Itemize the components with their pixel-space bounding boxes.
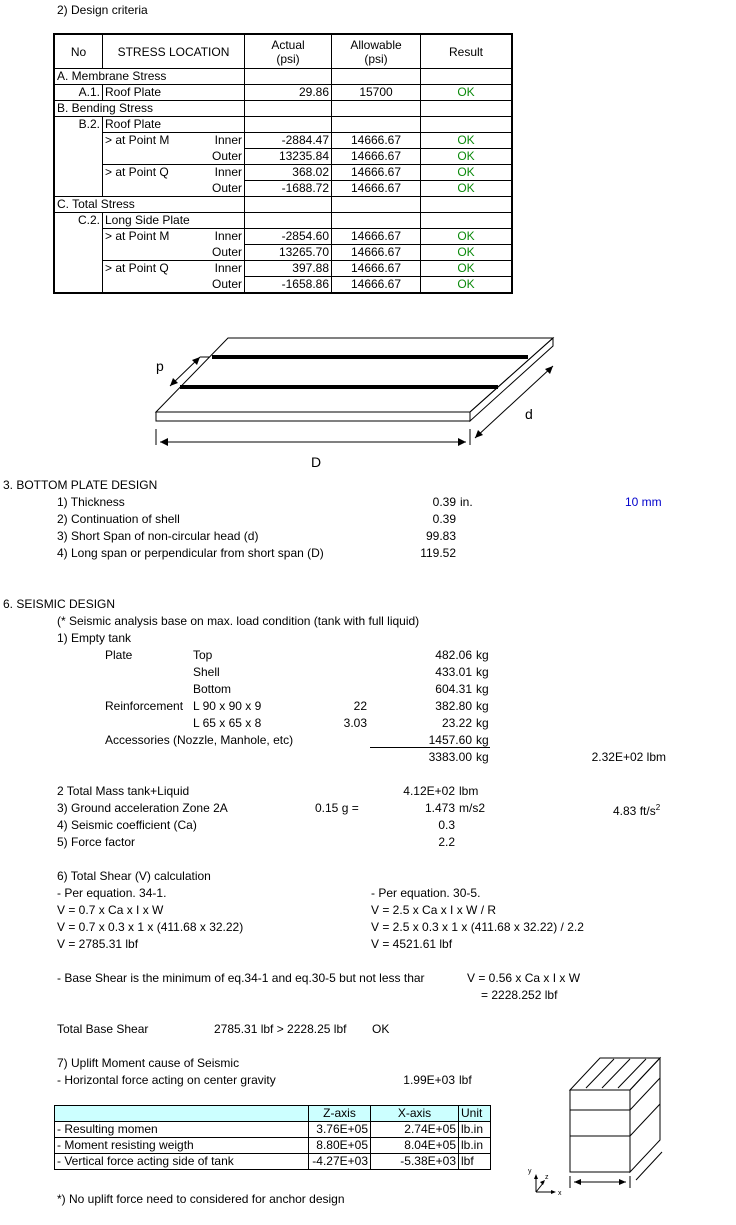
criteria-result: OK <box>421 229 512 245</box>
criteria-side: Inner <box>214 261 242 276</box>
col-result: Result <box>421 35 512 69</box>
criteria-result: OK <box>421 277 512 293</box>
criteria-result <box>421 117 512 133</box>
criteria-location <box>103 277 245 293</box>
criteria-no <box>55 133 103 149</box>
moment-table <box>54 1105 491 1170</box>
criteria-location-label: Long Side Plate <box>105 213 190 227</box>
shell-value: 433.01 <box>435 665 472 679</box>
criteria-allowable: 14666.67 <box>332 149 421 165</box>
angle-l90-label: L 90 x 90 x 9 <box>193 699 262 713</box>
total-base-shear-value: 2785.31 lbf > 2228.25 lbf <box>214 1022 347 1036</box>
criteria-no <box>55 277 103 293</box>
criteria-no: B.2. <box>55 117 103 133</box>
criteria-allowable: 14666.67 <box>332 277 421 293</box>
criteria-no <box>55 181 103 197</box>
eq1-heading: - Per equation. 34-1. <box>57 886 167 900</box>
criteria-row <box>55 165 512 181</box>
bottom-plate-heading: 3. BOTTOM PLATE DESIGN <box>3 478 158 492</box>
criteria-row <box>55 277 512 293</box>
angle-l90-unit: kg <box>476 699 489 713</box>
criteria-row <box>55 245 512 261</box>
empty-tank-label: 1) Empty tank <box>57 631 132 645</box>
criteria-side: Inner <box>214 165 242 180</box>
criteria-actual: 13235.84 <box>245 149 332 165</box>
axis-y-label: y <box>528 1168 532 1175</box>
criteria-location <box>103 149 245 165</box>
moment-cell: - Vertical force acting side of tank <box>55 1154 309 1170</box>
base-shear-note: - Base Shear is the minimum of eq.34-1 and eq.30-5 but not less thar <box>57 971 425 985</box>
total-mass-lbm: 2.32E+02 lbm <box>591 750 666 764</box>
criteria-actual: 29.86 <box>245 85 332 101</box>
tank-depth-dimension <box>636 1152 662 1180</box>
moment-cell: - Resulting momen <box>55 1122 309 1138</box>
criteria-row <box>55 181 512 197</box>
angle-l65-label: L 65 x 65 x 8 <box>193 716 262 730</box>
col-actual: Actual (psi) <box>245 35 332 69</box>
angle-l90-qty: 22 <box>353 699 367 713</box>
criteria-allowable: 14666.67 <box>332 261 421 277</box>
criteria-location-label: > at Point M <box>105 229 170 244</box>
criteria-location-label: Roof Plate <box>105 117 162 131</box>
bottom-plate-item-label: 1) Thickness <box>57 495 125 509</box>
force-factor-label: 5) Force factor <box>57 835 136 849</box>
total-mass-unit: kg <box>476 750 489 764</box>
moment-header-cell: Unit <box>459 1106 491 1122</box>
bottom-plate-item-value: 0.39 <box>432 495 456 509</box>
criteria-no <box>55 245 103 261</box>
criteria-allowable: 14666.67 <box>332 245 421 261</box>
horizontal-force-label: - Horizontal force acting on center gravity <box>57 1073 276 1087</box>
ground-accel-ft: 4.83 $ft/s^2$ <box>613 803 661 818</box>
shell-label: Shell <box>193 665 220 679</box>
criteria-actual <box>245 213 332 229</box>
total-mass-value: 3383.00 <box>428 750 472 764</box>
horizontal-force-unit: lbf <box>459 1073 472 1087</box>
criteria-row <box>55 69 512 85</box>
plate-front-face <box>156 412 470 421</box>
moment-cell: lb.in <box>459 1122 491 1138</box>
bottom-plate-item-unit: in. <box>460 495 473 509</box>
accessories-label: Accessories (Nozzle, Manhole, etc) <box>105 733 294 747</box>
bottom-value: 604.31 <box>435 682 472 696</box>
criteria-location <box>103 181 245 197</box>
uplift-heading: 7) Uplift Moment cause of Seismic <box>57 1056 240 1070</box>
total-base-shear-label: Total Base Shear <box>57 1022 149 1036</box>
sum-line <box>370 747 490 748</box>
criteria-actual: -1688.72 <box>245 181 332 197</box>
plate-stiffener-bar <box>180 385 498 389</box>
moment-cell: - Moment resisting weigth <box>55 1138 309 1154</box>
criteria-actual <box>245 117 332 133</box>
moment-table-row <box>55 1122 491 1138</box>
force-factor-value: 2.2 <box>438 835 455 849</box>
mass-value: 4.12E+02 <box>403 784 455 798</box>
mass-label: 2 Total Mass tank+Liquid <box>57 784 190 798</box>
criteria-section-label: C. Total Stress <box>55 197 245 213</box>
moment-cell: 8.80E+05 <box>309 1138 371 1154</box>
criteria-allowable <box>332 213 421 229</box>
shear-heading: 6) Total Shear (V) calculation <box>57 869 211 883</box>
footnote: *) No uplift force need to considered for anchor design <box>57 1192 345 1206</box>
criteria-result: OK <box>421 133 512 149</box>
plate-label: Plate <box>105 648 133 662</box>
dimension-d-line <box>475 366 553 438</box>
col-no: No <box>55 35 103 69</box>
criteria-result: OK <box>421 245 512 261</box>
criteria-section-label: A. Membrane Stress <box>55 69 245 85</box>
bottom-plate-item-value: 99.83 <box>425 529 456 543</box>
moment-table-header <box>55 1106 491 1122</box>
criteria-row <box>55 213 512 229</box>
ground-accel-g: 0.15 g = <box>315 801 359 815</box>
moment-cell: -4.27E+03 <box>309 1154 371 1170</box>
moment-table-row <box>55 1138 491 1154</box>
col-location: STRESS LOCATION <box>103 35 245 69</box>
axis-z-label: z <box>545 1174 549 1181</box>
moment-table-row <box>55 1154 491 1170</box>
criteria-result: OK <box>421 261 512 277</box>
ca-label: 4) Seismic coefficient (Ca) <box>57 818 197 832</box>
criteria-no <box>55 261 103 277</box>
eq2-formula: V = 2.5 x Ca x I x W / R <box>371 903 497 917</box>
top-unit: kg <box>476 648 489 662</box>
eq1-formula: V = 0.7 x Ca x I x W <box>57 903 164 917</box>
plate-figure <box>150 332 570 472</box>
top-value: 482.06 <box>435 648 472 662</box>
plate-top-face <box>156 338 553 412</box>
criteria-no <box>55 149 103 165</box>
ca-value: 0.3 <box>438 818 455 832</box>
criteria-row <box>55 261 512 277</box>
criteria-no <box>55 229 103 245</box>
angle-l65-unit: kg <box>476 716 489 730</box>
criteria-section-label: B. Bending Stress <box>55 101 245 117</box>
seismic-note: (* Seismic analysis base on max. load condition (tank with full liquid) <box>57 614 420 628</box>
criteria-result: OK <box>421 181 512 197</box>
ground-accel-value: 1.473 <box>424 801 455 815</box>
criteria-location <box>103 117 245 133</box>
moment-cell: lb.in <box>459 1138 491 1154</box>
shell-unit: kg <box>476 665 489 679</box>
criteria-row <box>55 197 512 213</box>
criteria-side: Outer <box>211 276 242 291</box>
eq1-substituted: V = 0.7 x 0.3 x 1 x (411.68 x 32.22) <box>57 920 244 934</box>
eq2-result: V = 4521.61 lbf <box>371 937 453 951</box>
mass-unit: lbm <box>459 784 479 798</box>
tank-figure <box>518 1052 678 1200</box>
criteria-location <box>103 229 245 245</box>
criteria-result: OK <box>421 149 512 165</box>
criteria-side: Inner <box>214 229 242 244</box>
bottom-unit: kg <box>476 682 489 696</box>
design-criteria-table <box>54 34 512 293</box>
horizontal-force-value: 1.99E+03 <box>403 1073 455 1087</box>
seismic-heading: 6. SEISMIC DESIGN <box>3 597 116 611</box>
tank-side-face <box>630 1058 660 1172</box>
criteria-result: OK <box>421 85 512 101</box>
criteria-location <box>103 165 245 181</box>
base-shear-formula: V = 0.56 x Ca x I x W <box>467 971 581 985</box>
plate-side-face <box>470 338 553 421</box>
criteria-side: Inner <box>214 133 242 148</box>
criteria-row <box>55 101 512 117</box>
criteria-location <box>103 133 245 149</box>
moment-cell: 2.74E+05 <box>371 1122 459 1138</box>
col-allowable: Allowable (psi) <box>332 35 421 69</box>
criteria-result <box>421 213 512 229</box>
eq1-result: V = 2785.31 lbf <box>57 937 139 951</box>
criteria-location-label: Roof Plate <box>105 85 162 99</box>
criteria-allowable: 14666.67 <box>332 229 421 245</box>
label-d: d <box>525 406 533 422</box>
label-D: D <box>311 454 322 470</box>
bottom-plate-item-label: 2) Continuation of shell <box>57 512 180 526</box>
criteria-actual: 368.02 <box>245 165 332 181</box>
ground-accel-unit: m/s2 <box>459 801 486 815</box>
moment-cell: 8.04E+05 <box>371 1138 459 1154</box>
criteria-location <box>103 85 245 101</box>
eq2-substituted: V = 2.5 x 0.3 x 1 x (411.68 x 32.22) / 2.2 <box>371 920 584 934</box>
criteria-actual: 13265.70 <box>245 245 332 261</box>
criteria-row <box>55 229 512 245</box>
moment-header-cell <box>55 1106 309 1122</box>
criteria-location-label: > at Point M <box>105 133 170 148</box>
criteria-location <box>103 245 245 261</box>
criteria-side: Outer <box>211 244 242 259</box>
ground-accel-label: 3) Ground acceleration Zone 2A <box>57 801 228 815</box>
moment-cell: lbf <box>459 1154 491 1170</box>
bottom-plate-item-value: 0.39 <box>432 512 456 526</box>
design-criteria-heading: 2) Design criteria <box>57 3 148 17</box>
criteria-actual: -2884.47 <box>245 133 332 149</box>
criteria-actual: -2854.60 <box>245 229 332 245</box>
criteria-row <box>55 85 512 101</box>
criteria-row <box>55 117 512 133</box>
label-p: p <box>156 358 164 374</box>
criteria-row <box>55 149 512 165</box>
criteria-no <box>55 165 103 181</box>
bottom-plate-item-label: 4) Long span or perpendicular from short span (D) <box>57 546 324 560</box>
bottom-plate-item-value: 119.52 <box>420 546 456 560</box>
angle-l65-qty: 3.03 <box>343 716 367 730</box>
top-label: Top <box>193 648 213 662</box>
axis-x-label: x <box>558 1190 562 1197</box>
criteria-actual: -1658.86 <box>245 277 332 293</box>
plate-stiffener-bar <box>212 355 528 359</box>
criteria-side: Outer <box>211 148 242 163</box>
criteria-allowable: 15700 <box>332 85 421 101</box>
criteria-location-label: > at Point Q <box>105 165 169 180</box>
criteria-location-label: > at Point Q <box>105 261 169 276</box>
moment-header-cell: Z-axis <box>309 1106 371 1122</box>
bottom-plate-item-label: 3) Short Span of non-circular head (d) <box>57 529 259 543</box>
criteria-allowable <box>332 117 421 133</box>
criteria-actual: 397.88 <box>245 261 332 277</box>
tank-front-face <box>570 1090 630 1172</box>
criteria-row <box>55 133 512 149</box>
moment-cell: 3.76E+05 <box>309 1122 371 1138</box>
moment-cell: -5.38E+03 <box>371 1154 459 1170</box>
bottom-plate-item-metric: 10 mm <box>625 495 662 509</box>
criteria-location <box>103 261 245 277</box>
criteria-allowable: 14666.67 <box>332 165 421 181</box>
angle-l90-value: 382.80 <box>435 699 472 713</box>
accessories-unit: kg <box>476 733 489 747</box>
angle-l65-value: 23.22 <box>441 716 472 730</box>
reinforcement-label: Reinforcement <box>105 699 184 713</box>
criteria-allowable: 14666.67 <box>332 133 421 149</box>
criteria-allowable: 14666.67 <box>332 181 421 197</box>
eq2-heading: - Per equation. 30-5. <box>371 886 481 900</box>
total-base-shear-ok: OK <box>372 1022 390 1036</box>
criteria-no: A.1. <box>55 85 103 101</box>
criteria-no: C.2. <box>55 213 103 229</box>
accessories-value: 1457.60 <box>428 733 472 747</box>
criteria-location <box>103 213 245 229</box>
moment-header-cell: X-axis <box>371 1106 459 1122</box>
bottom-label: Bottom <box>193 682 232 696</box>
criteria-result: OK <box>421 165 512 181</box>
criteria-side: Outer <box>211 180 242 195</box>
base-shear-value: = 2228.252 lbf <box>481 988 558 1002</box>
